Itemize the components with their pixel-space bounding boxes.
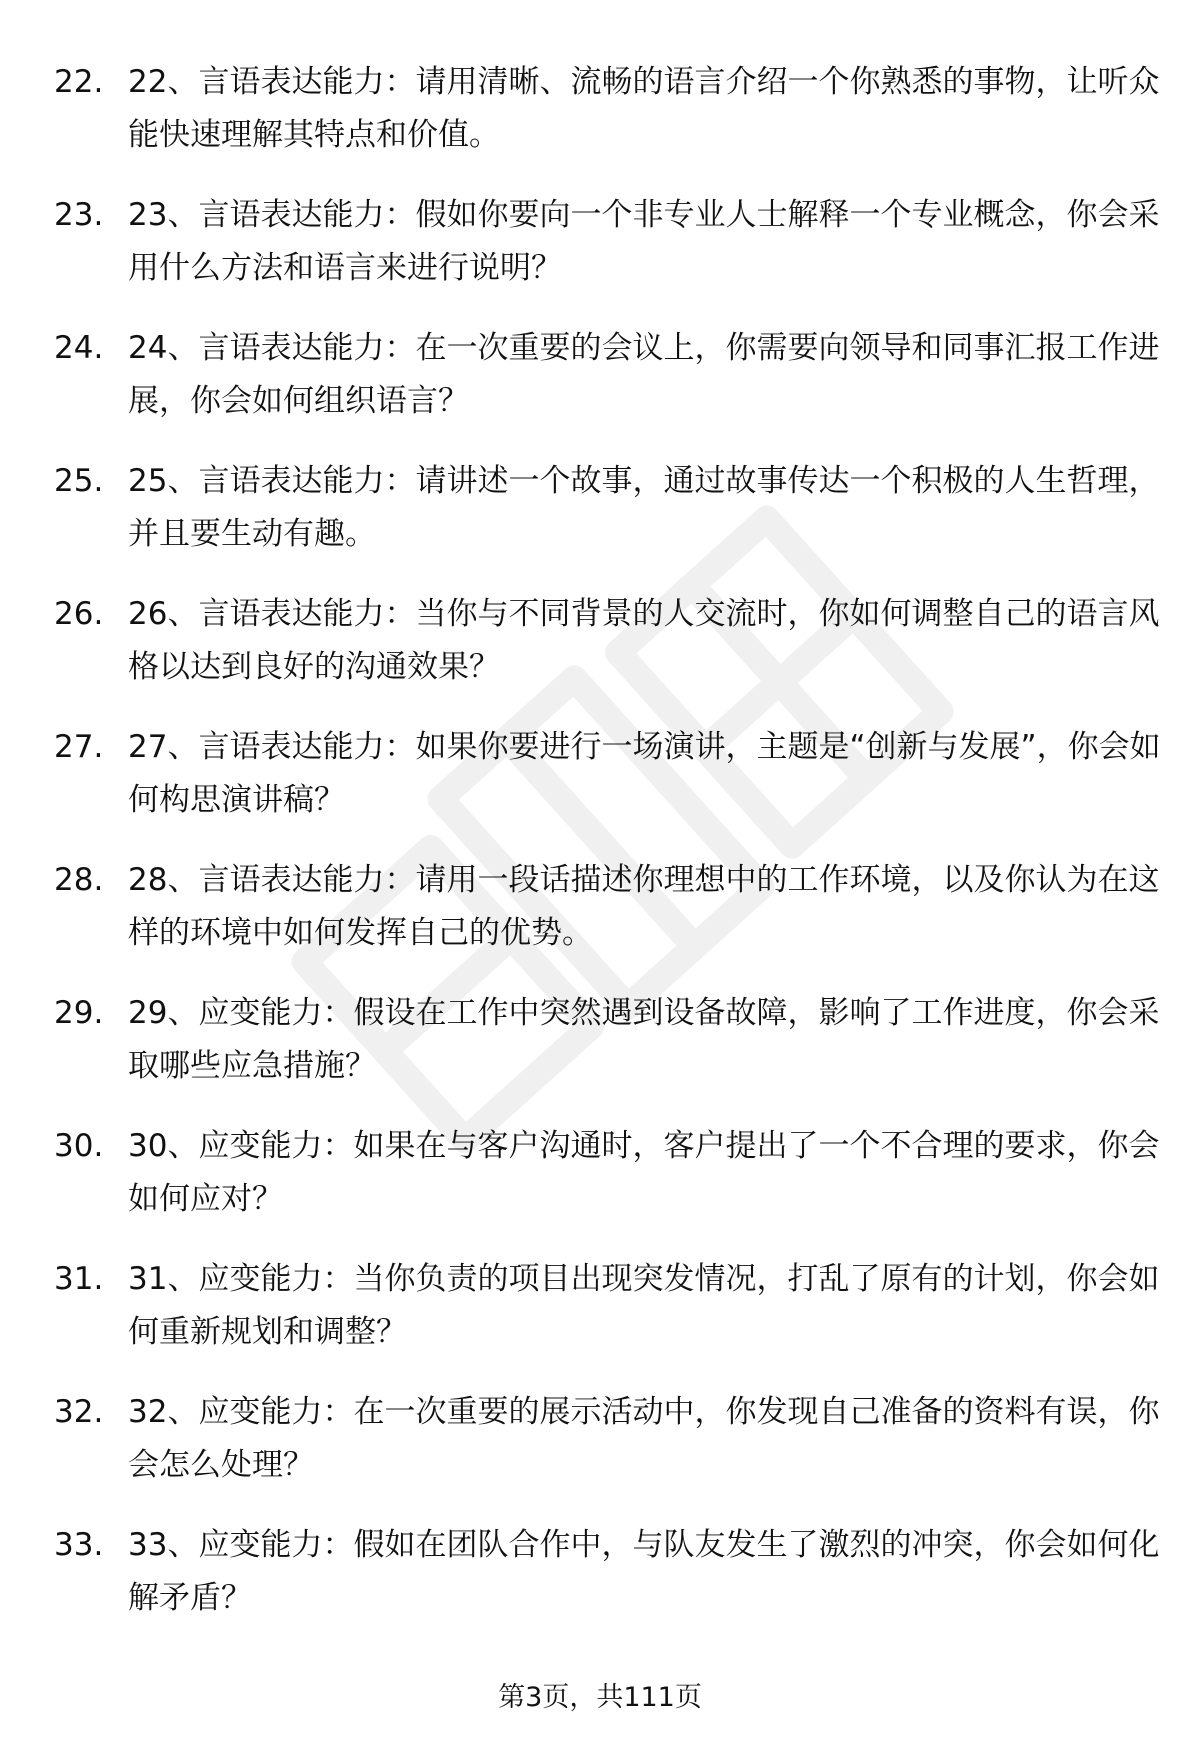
question-text: 31、应变能力：当你负责的项目出现突发情况，打乱了原有的计划，你会如何重新规划和调整？: [128, 1261, 1160, 1350]
question-number: 26.: [54, 596, 104, 632]
question-item-23: [54, 189, 1164, 295]
question-number: 28.: [54, 862, 104, 898]
question-item-26: [54, 588, 1164, 694]
page-footer: [0, 1678, 1200, 1718]
question-number: 24.: [54, 330, 104, 366]
question-item-30: [54, 1120, 1164, 1226]
question-item-24: [54, 322, 1164, 428]
question-text: 22、言语表达能力：请用清晰、流畅的语言介绍一个你熟悉的事物，让听众能快速理解其特点和价值。: [128, 64, 1160, 153]
question-text: 32、应变能力：在一次重要的展示活动中，你发现自己准备的资料有误，你会怎么处理？: [128, 1394, 1160, 1483]
question-item-28: [54, 854, 1164, 960]
question-item-32: [54, 1386, 1164, 1492]
question-text: 25、言语表达能力：请讲述一个故事，通过故事传达一个积极的人生哲理，并且要生动有趣。: [128, 463, 1160, 552]
question-item-25: [54, 455, 1164, 561]
question-number: 25.: [54, 463, 104, 499]
question-list: [54, 56, 1164, 1652]
question-text: 33、应变能力：假如在团队合作中，与队友发生了激烈的冲突，你会如何化解矛盾？: [128, 1527, 1160, 1616]
page-number-label: 第3页，共111页: [498, 1682, 702, 1713]
question-item-33: [54, 1519, 1164, 1625]
question-item-29: [54, 987, 1164, 1093]
question-item-22: [54, 56, 1164, 162]
question-number: 22.: [54, 64, 104, 100]
question-number: 30.: [54, 1128, 104, 1164]
question-text: 30、应变能力：如果在与客户沟通时，客户提出了一个不合理的要求，你会如何应对？: [128, 1128, 1160, 1217]
question-text: 28、言语表达能力：请用一段话描述你理想中的工作环境，以及你认为在这样的环境中如何发挥自己的优势。: [128, 862, 1160, 951]
question-item-31: [54, 1253, 1164, 1359]
question-number: 33.: [54, 1527, 104, 1563]
question-text: 29、应变能力：假设在工作中突然遇到设备故障，影响了工作进度，你会采取哪些应急措施？: [128, 995, 1160, 1084]
question-number: 29.: [54, 995, 104, 1031]
question-text: 24、言语表达能力：在一次重要的会议上，你需要向领导和同事汇报工作进展，你会如何组织语言？: [128, 330, 1160, 419]
question-number: 31.: [54, 1261, 104, 1297]
question-text: 23、言语表达能力：假如你要向一个非专业人士解释一个专业概念，你会采用什么方法和语言来进行说明？: [128, 197, 1160, 286]
question-text: 27、言语表达能力：如果你要进行一场演讲，主题是“创新与发展”，你会如何构思演讲稿？: [128, 729, 1161, 818]
question-text: 26、言语表达能力：当你与不同背景的人交流时，你如何调整自己的语言风格以达到良好的沟通效果？: [128, 596, 1160, 685]
question-item-27: [54, 721, 1164, 827]
question-number: 32.: [54, 1394, 104, 1430]
question-number: 23.: [54, 197, 104, 233]
question-number: 27.: [54, 729, 104, 765]
